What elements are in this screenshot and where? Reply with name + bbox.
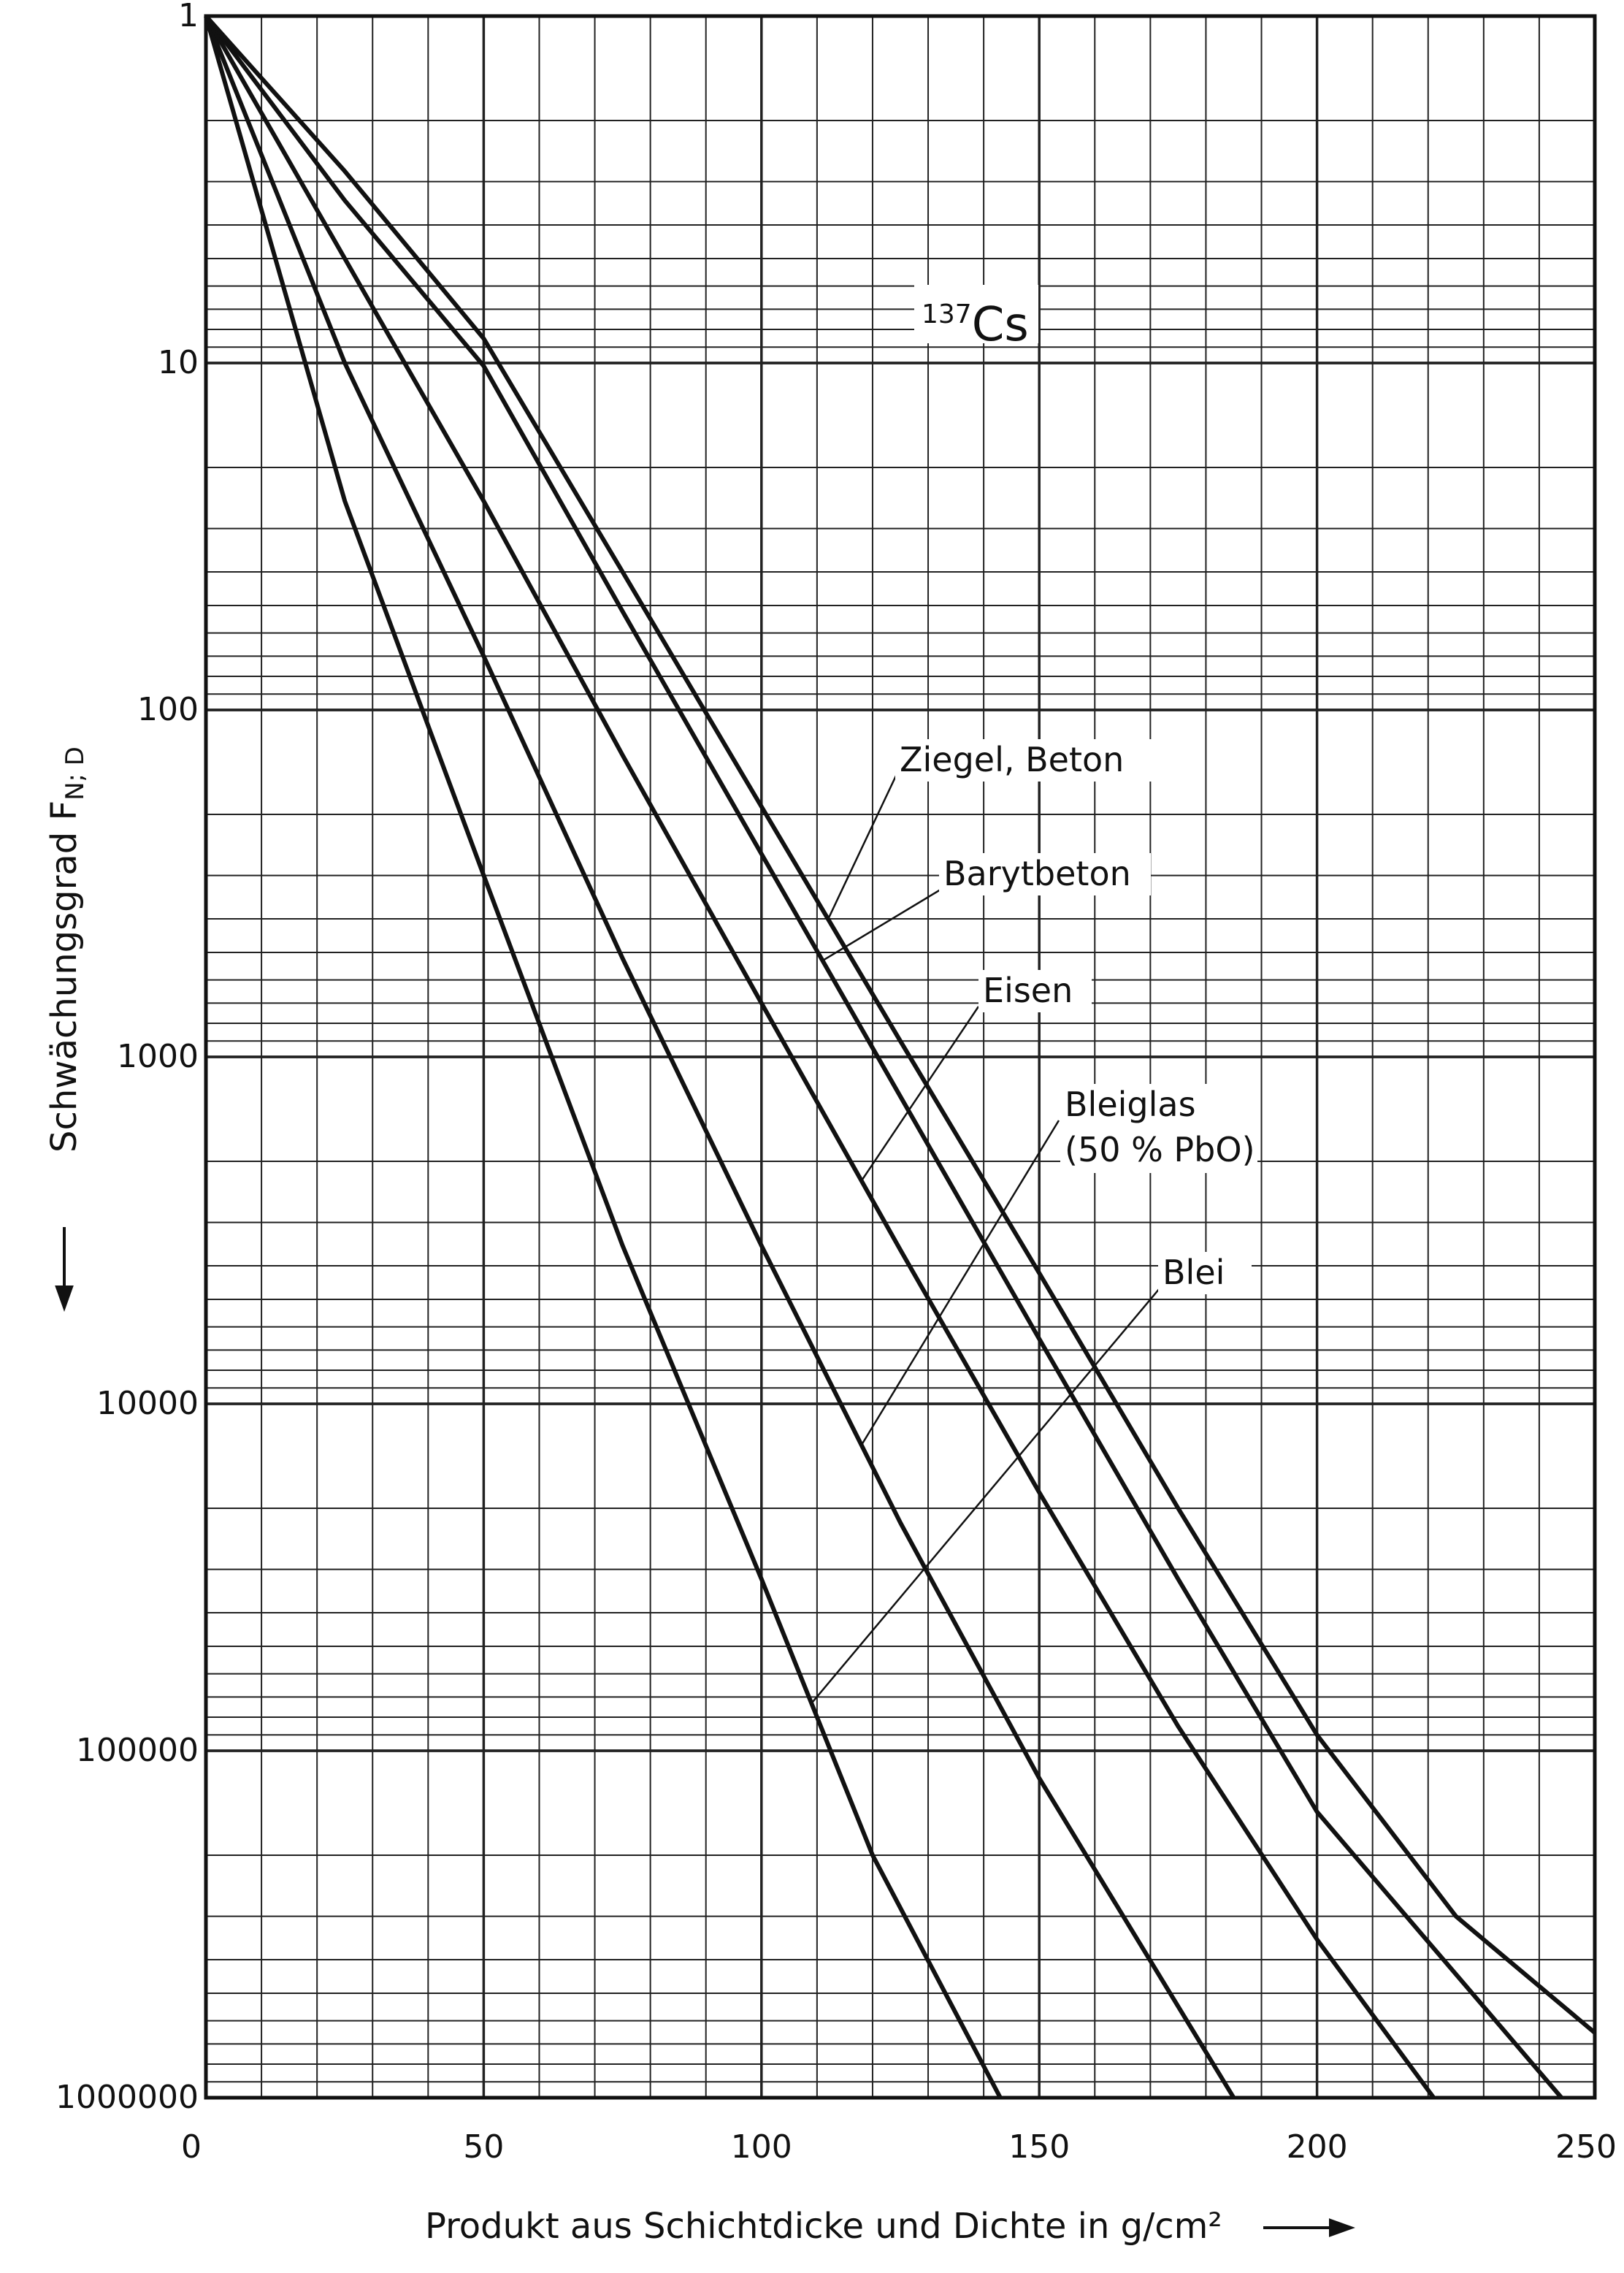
annotation-eisen: Eisen: [983, 971, 1073, 1010]
y-tick-label: 10: [158, 344, 199, 381]
annotation-blei: Blei: [1163, 1253, 1225, 1292]
y-tick-label: 1000000: [55, 2079, 199, 2116]
isotope-element: Cs: [971, 298, 1029, 352]
annotation-ziegel-beton: Ziegel, Beton: [900, 740, 1125, 779]
x-tick-label: 50: [463, 2128, 505, 2166]
annotation-bleiglas-pbo: (50 % PbO): [1065, 1130, 1255, 1169]
y-tick-label: 100: [137, 691, 199, 728]
y-tick-label: 10000: [96, 1385, 199, 1422]
y-tick-label: 1: [178, 0, 199, 34]
x-tick-label: 200: [1286, 2128, 1348, 2166]
y-tick-label: 100000: [76, 1732, 199, 1769]
x-tick-label: 250: [1555, 2128, 1617, 2166]
x-tick-label: 100: [730, 2128, 792, 2166]
y-tick-label: 1000: [117, 1038, 199, 1075]
isotope-mass-number: 137: [922, 299, 972, 329]
y-axis-title: [44, 746, 90, 1153]
x-tick-label: 150: [1008, 2128, 1070, 2166]
annotation-barytbeton: Barytbeton: [943, 854, 1131, 893]
y-axis-title-subscript: N; D: [61, 746, 90, 801]
y-axis-title-group: [44, 746, 90, 1153]
x-axis-title: Produkt aus Schichtdicke und Dichte in g/cm²: [425, 2206, 1222, 2247]
y-axis-title-main: Schwächungsgrad F: [44, 800, 85, 1153]
x-tick-label: 0: [181, 2128, 202, 2166]
annotation-bleiglas: Bleiglas: [1065, 1085, 1196, 1124]
